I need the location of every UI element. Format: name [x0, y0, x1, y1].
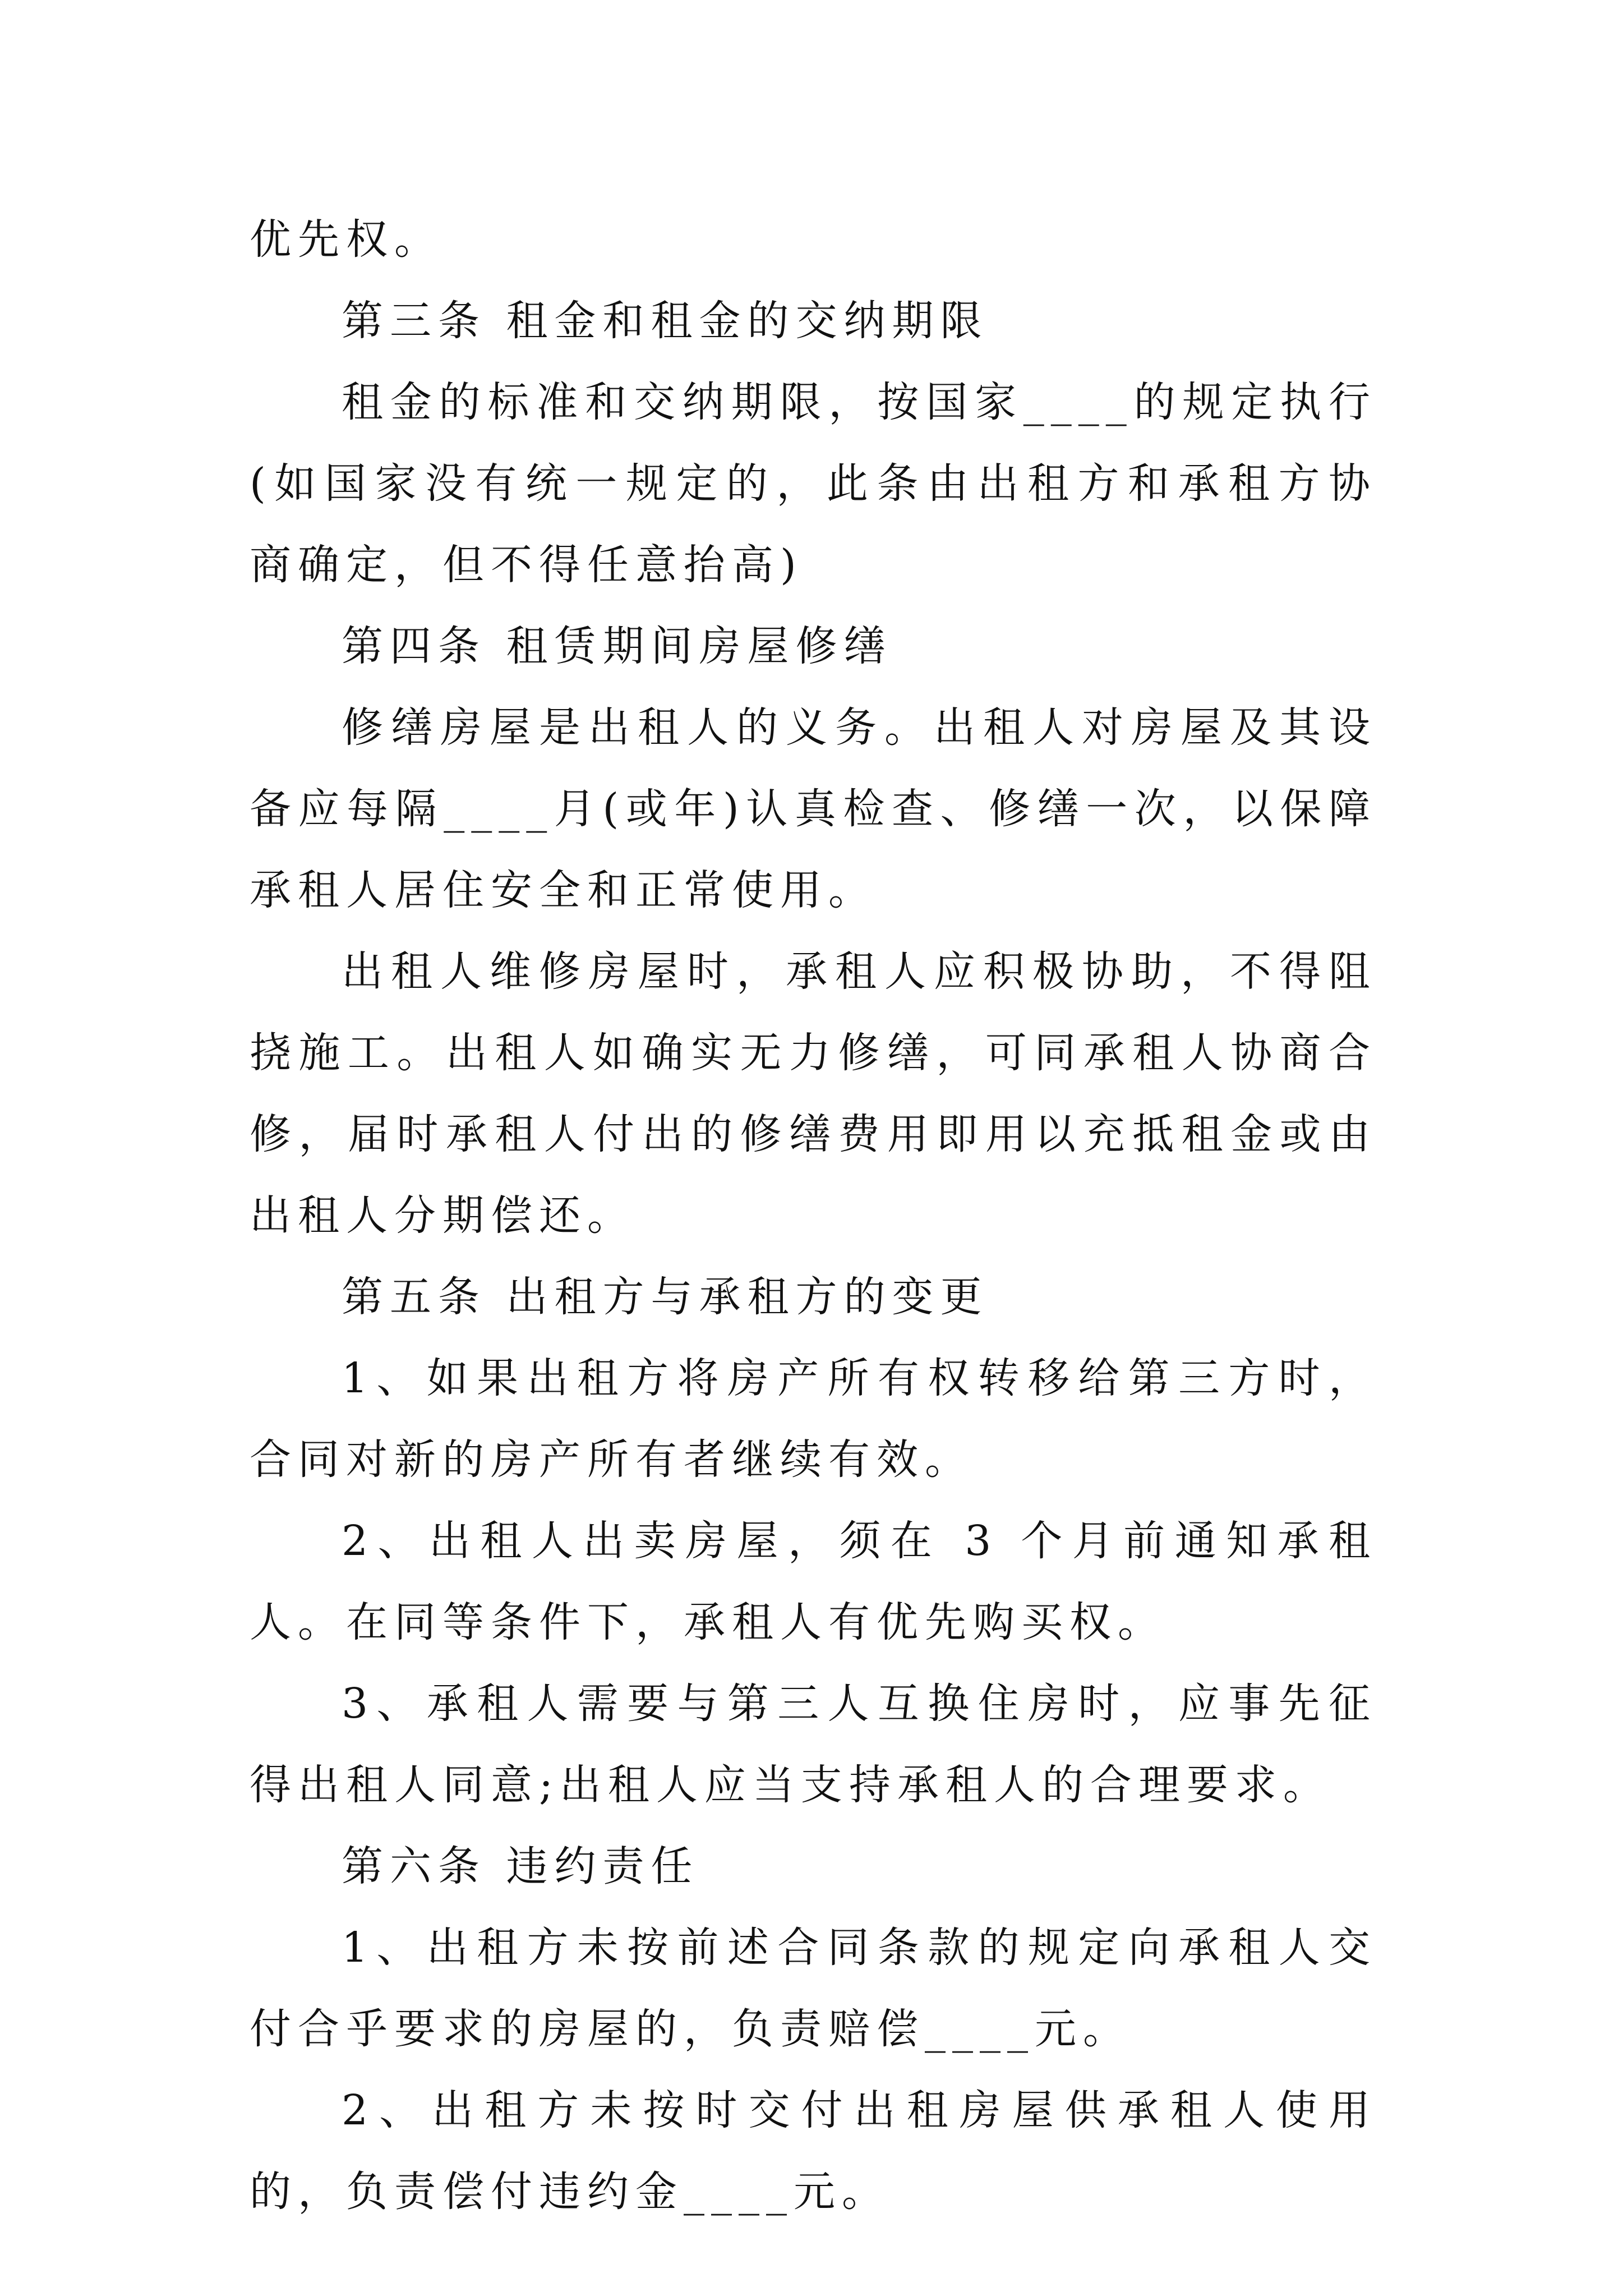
article-5-heading: 第五条 出租方与承租方的变更	[342, 1273, 989, 1321]
article-6-item-1: 1、出租方未按前述合同条款的规定向承租人交付合乎要求的房屋的，负责赔偿____元。	[250, 1924, 1377, 2053]
article-4-paragraph-2: 出租人维修房屋时，承租人应积极协助，不得阻挠施工。出租人如确实无力修缮，可同承租人协商合修，届时承租人付出的修缮费用即用以充抵租金或由出租人分期偿还。	[250, 947, 1377, 1240]
article-5-item-2: 2、出租人出卖房屋，须在 3 个月前通知承租人。在同等条件下，承租人有优先购买权。	[250, 1517, 1377, 1646]
article-5-item-3: 3、承租人需要与第三人互换住房时，应事先征得出租人同意;出租人应当支持承租人的合理要求。	[250, 1680, 1377, 1809]
article-6-item-2: 2、出租方未按时交付出租房屋供承租人使用的，负责偿付违约金____元。	[250, 2086, 1377, 2216]
article-4-paragraph-1: 修缮房屋是出租人的义务。出租人对房屋及其设备应每隔____月(或年)认真检查、修缮一次，以保障承租人居住安全和正常使用。	[250, 703, 1377, 914]
paragraph-continuation: 优先权。	[250, 215, 442, 264]
document-body	[250, 199, 1377, 2233]
article-5-item-1: 1、如果出租方将房产所有权转移给第三方时，合同对新的房产所有者继续有效。	[250, 1354, 1377, 1484]
article-4-heading: 第四条 租赁期间房屋修缮	[342, 622, 892, 670]
article-3-paragraph: 租金的标准和交纳期限，按国家____的规定执行(如国家没有统一规定的，此条由出租方和承租方协商确定，但不得任意抬高)	[250, 378, 1377, 589]
article-3-heading: 第三条 租金和租金的交纳期限	[342, 297, 989, 345]
article-6-heading: 第六条 违约责任	[342, 1842, 699, 1890]
